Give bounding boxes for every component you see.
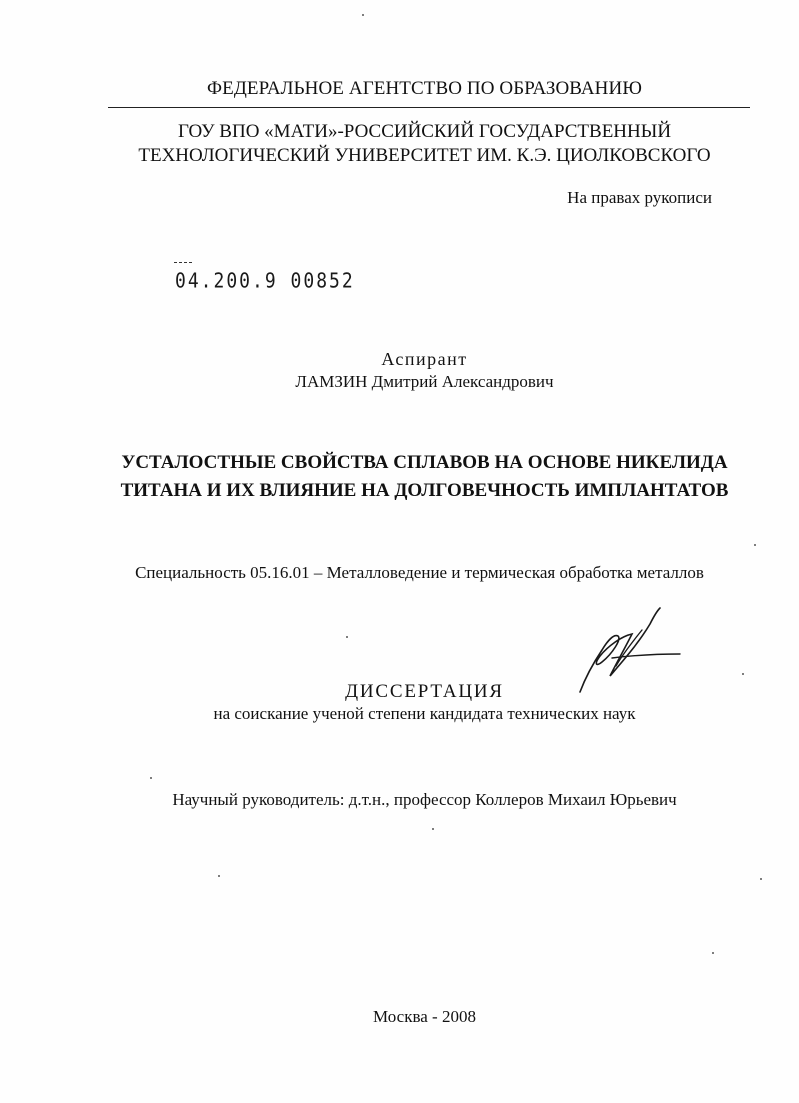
scan-speck bbox=[218, 875, 220, 877]
scan-speck bbox=[432, 828, 434, 830]
dissertation-title-line-1: УСТАЛОСТНЫЕ СВОЙСТВА СПЛАВОВ НА ОСНОВЕ НИКЕЛИДА bbox=[121, 452, 728, 473]
university-name-line-1: ГОУ ВПО «МАТИ»-РОССИЙСКИЙ ГОСУДАРСТВЕННЫЙ bbox=[177, 121, 672, 142]
degree-sought: на соискание ученой степени кандидата технических наук bbox=[213, 704, 636, 723]
scientific-supervisor: Научный руководитель: д.т.н., профессор Коллеров Михаил Юрьевич bbox=[172, 790, 677, 809]
author-role: Аспирант bbox=[381, 349, 468, 369]
document-type: ДИССЕРТАЦИЯ bbox=[345, 681, 504, 702]
dissertation-title-line-2: ТИТАНА И ИХ ВЛИЯНИЕ НА ДОЛГОВЕЧНОСТЬ ИМПЛАНТАТОВ bbox=[120, 480, 729, 501]
city-and-year: Москва - 2008 bbox=[373, 1007, 476, 1026]
scan-speck bbox=[346, 636, 348, 638]
university-name-line-2: ТЕХНОЛОГИЧЕСКИЙ УНИВЕРСИТЕТ ИМ. К.Э. ЦИОЛКОВСКОГО bbox=[138, 145, 711, 166]
scan-speck bbox=[760, 878, 762, 880]
scan-speck bbox=[712, 952, 714, 954]
header-divider bbox=[108, 107, 750, 108]
agency-heading: ФЕДЕРАЛЬНОЕ АГЕНТСТВО ПО ОБРАЗОВАНИЮ bbox=[207, 78, 642, 99]
scan-speck bbox=[362, 14, 364, 16]
scan-speck bbox=[150, 777, 152, 779]
specialty-line: Специальность 05.16.01 – Металловедение и термическая обработка металлов bbox=[135, 563, 704, 582]
manuscript-rights-note: На правах рукописи bbox=[567, 188, 712, 207]
scan-speck bbox=[754, 544, 756, 546]
author-name: ЛАМЗИН Дмитрий Александрович bbox=[295, 372, 554, 391]
stamp-dash-mark bbox=[174, 262, 192, 263]
scan-speck bbox=[742, 673, 744, 675]
library-stamp-number: 04.200.9 00852 bbox=[175, 269, 355, 294]
